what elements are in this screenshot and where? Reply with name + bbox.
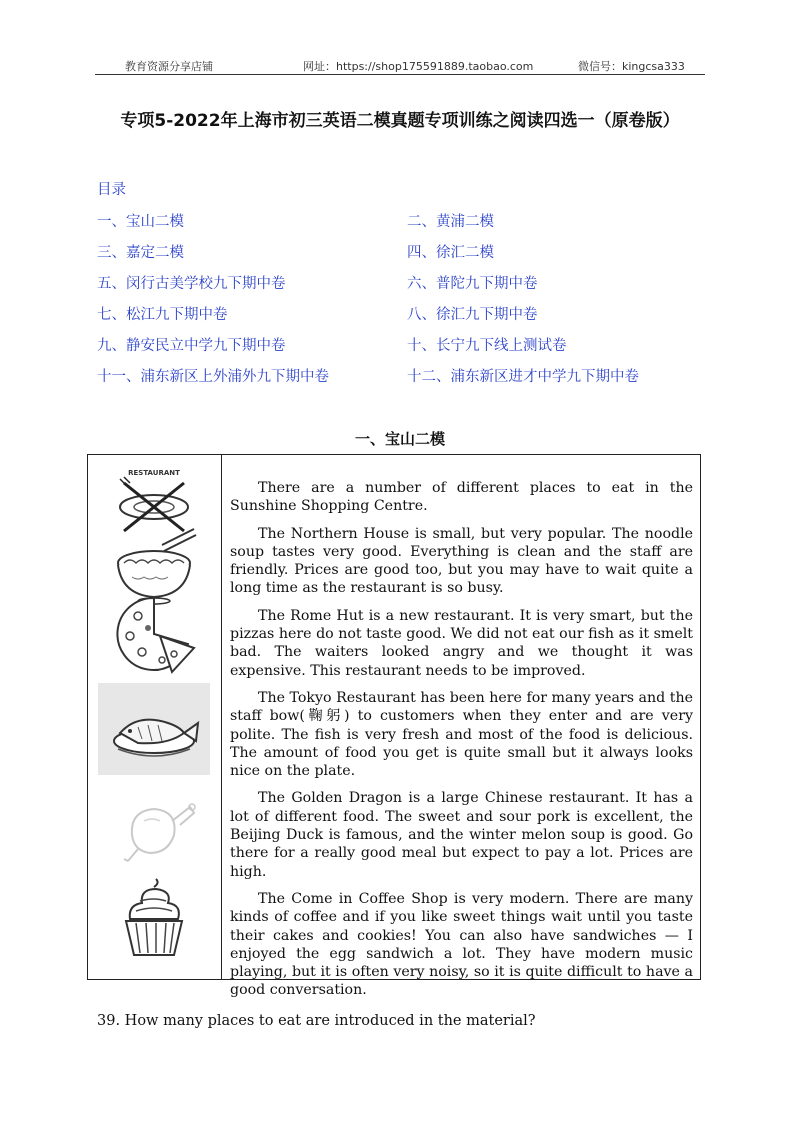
table-divider — [221, 455, 222, 979]
passage-paragraph: The Northern House is small, but very popular. The noodle soup tastes very good. Everything is clean and the staff are friendly. Prices are good too, but you may have to wait quite a long time as the restaurant is so busy. — [230, 525, 693, 597]
toc-link[interactable]: 十二、浦东新区进才中学九下期中卷 — [407, 369, 639, 385]
toc-link[interactable]: 四、徐汇二模 — [407, 245, 494, 261]
question-39: 39. How many places to eat are introduced in the material? — [97, 1013, 536, 1029]
toc-row — [97, 303, 717, 334]
toc-row — [97, 272, 717, 303]
toc-link[interactable]: 二、黄浦二模 — [407, 214, 494, 230]
toc-link[interactable]: 五、闵行古美学校九下期中卷 — [97, 276, 286, 292]
pizza-icon — [102, 592, 206, 676]
passage-paragraph: The Golden Dragon is a large Chinese restaurant. It has a lot of different food. The sweet and sour pork is excellent, the Beijing Duck is famous, and the winter melon soup is good. Go there for a really good meal but expect to pay a lot. Prices are high. — [230, 790, 693, 880]
toc-link[interactable]: 六、普陀九下期中卷 — [407, 276, 538, 292]
toc-row — [97, 334, 717, 365]
cupcake-icon — [102, 875, 206, 959]
passage-paragraph: The Tokyo Restaurant has been here for many years and the staff bow(鞠躬) to customers when they enter and are very polite. The fish is very fresh and most of the food is delicious. The amount of food you get is quite small but it always looks nice on the plate. — [230, 689, 693, 780]
toc-heading: 目录 — [97, 182, 126, 198]
reading-passage — [230, 479, 693, 1009]
section-title: 一、宝山二模 — [354, 430, 445, 448]
document-title: 专项5-2022年上海市初三英语二模真题专项训练之阅读四选一（原卷版） — [120, 111, 680, 131]
table-of-contents — [97, 180, 717, 396]
toc-row — [97, 241, 717, 272]
page-header — [95, 56, 705, 75]
svg-text:RESTAURANT: RESTAURANT — [128, 469, 180, 477]
toc-link[interactable]: 七、松江九下期中卷 — [97, 307, 228, 323]
icon-column — [88, 455, 221, 979]
passage-paragraph: The Come in Coffee Shop is very modern. There are many kinds of coffee and if you like sweet things wait until you taste their cakes and cookies! You can also have sandwiches — I enjoyed the egg sandwich a lot. They have modern music playing, but it is often very noisy, so it is quite difficult to have a good conversation. — [230, 890, 693, 999]
reading-table — [87, 454, 701, 999]
passage-paragraph: There are a number of different places to eat in the Sunshine Shopping Centre. — [230, 480, 693, 515]
toc-link[interactable]: 三、嘉定二模 — [97, 245, 184, 261]
fish-dish-icon — [98, 683, 210, 775]
toc-row — [97, 210, 717, 241]
toc-link[interactable]: 十一、浦东新区上外浦外九下期中卷 — [97, 369, 329, 385]
toc-row — [97, 365, 717, 396]
toc-link[interactable]: 一、宝山二模 — [97, 214, 184, 230]
header-wechat: 微信号：kingcsa333 — [578, 60, 685, 73]
passage-paragraph: The Rome Hut is a new restaurant. It is very smart, but the pizzas here do not taste good. We did not eat our fish as it smelt bad. The waiters looked angry and we thought it was expensive. This restaurant needs to be improved. — [230, 607, 693, 679]
toc-link[interactable]: 十、长宁九下线上测试卷 — [407, 338, 567, 354]
toc-link[interactable]: 九、静安民立中学九下期中卷 — [97, 338, 286, 354]
header-url: 网址：https://shop175591889.taobao.com — [303, 60, 534, 73]
header-shop-name: 教育资源分享店铺 — [125, 60, 213, 73]
toc-link[interactable]: 八、徐汇九下期中卷 — [407, 307, 538, 323]
roast-chicken-icon — [102, 785, 206, 869]
